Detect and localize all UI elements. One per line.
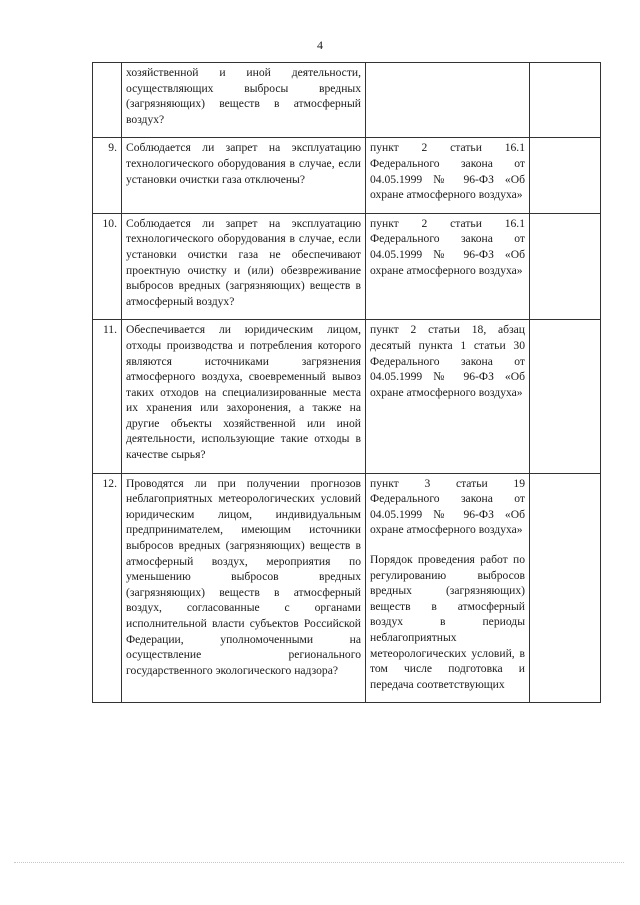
question-text: Обеспечивается ли юридическим лицом, отходы производства и потребления которого являются источниками загрязнения атмосферного воздуха, своевременный вывоз таких отходов на специализированные места их хранения или захоронения, а также на другие объекты хозяйственной или иной деятельности, использующие такие отходы в качестве сырья? <box>122 320 366 473</box>
reference-item: пункт 2 статьи 16.1 Федерального закона от 04.05.1999 № 96-ФЗ «Об охране атмосферного воздуха» <box>370 216 525 277</box>
scan-artifact-line <box>14 862 624 864</box>
reference-item: пункт 2 статьи 16.1 Федерального закона от 04.05.1999 № 96-ФЗ «Об охране атмосферного воздуха» <box>370 141 525 202</box>
table-row <box>93 320 601 473</box>
row-number <box>93 63 122 138</box>
table-row <box>93 213 601 320</box>
question-text: Соблюдается ли запрет на эксплуатацию технологического оборудования в случае, если установки очистки газа не обеспечивают проектную очистку и (или) обезвреживание выбросов вредных (загрязняющих) веществ в атмосферный воздух? <box>122 213 366 320</box>
note-cell <box>530 320 601 473</box>
note-cell <box>530 138 601 213</box>
note-cell <box>530 63 601 138</box>
reference-item: пункт 3 статьи 19 Федерального закона от 04.05.1999 № 96-ФЗ «Об охране атмосферного воздуха» <box>370 476 525 537</box>
legal-reference <box>366 138 530 213</box>
page-number: 4 <box>317 38 323 52</box>
question-text: хозяйственной и иной деятельности, осуществляющих выбросы вредных (загрязняющих) веществ в атмосферный воздух? <box>122 63 366 138</box>
legal-reference <box>366 473 530 703</box>
row-number: 9. <box>93 138 122 213</box>
table-row <box>93 138 601 213</box>
legal-reference <box>366 320 530 473</box>
table-row <box>93 473 601 703</box>
legal-reference <box>366 63 530 138</box>
row-number: 11. <box>93 320 122 473</box>
requirements-table <box>92 62 601 703</box>
reference-item: пункт 2 статьи 18, абзац десятый пункта 1 статьи 30 Федерального закона от 04.05.1999 № 96-ФЗ «Об охране атмосферного воздуха» <box>370 323 525 399</box>
row-number: 10. <box>93 213 122 320</box>
table-row <box>93 63 601 138</box>
question-text: Проводятся ли при получении прогнозов неблагоприятных метеорологических условий юридическим лицом, индивидуальным предпринимателем, имеющим источники выбросов вредных (загрязняющих) веществ в атмосферный воздух, мероприятия по уменьшению выбросов вредных (загрязняющих) веществ в атмосферный воздух, согласованные с органами исполнительной власти субъектов Российской Федерации, уполномоченными на осуществление регионального государственного экологического надзора? <box>122 473 366 703</box>
note-cell <box>530 213 601 320</box>
legal-reference <box>366 213 530 320</box>
note-cell <box>530 473 601 703</box>
reference-item: Порядок проведения работ по регулированию выбросов вредных (загрязняющих) веществ в атмосферный воздух в периоды неблагоприятных метеорологических условий, в том числе подготовка и передача соответствующих <box>370 553 525 691</box>
question-text: Соблюдается ли запрет на эксплуатацию технологического оборудования в случае, если установки очистки газа отключены? <box>122 138 366 213</box>
row-number: 12. <box>93 473 122 703</box>
